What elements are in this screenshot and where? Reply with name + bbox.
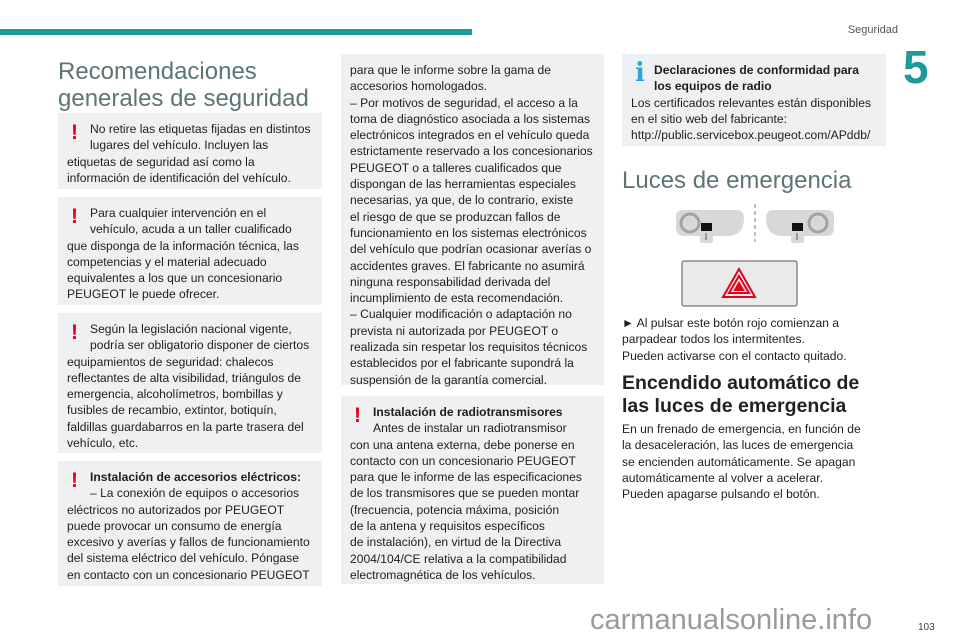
title-line: generales de seguridad [58,85,309,112]
text-line: necesarias, ya que, de lo contrario, existe [350,193,574,208]
watermark: carmanualsonline.info [590,604,873,636]
text-line: de instalación), en virtud de la Directiva [350,535,562,550]
text-line: Instalación de accesorios eléctricos: [90,470,302,484]
text-line: con una antena externa, debe ponerse en [350,437,575,452]
text-line: vehículo, etc. [67,436,139,451]
text-line: – Cualquier modificación o adaptación no [350,307,572,322]
warning-box [58,461,322,586]
section-title: Seguridad [847,24,898,36]
text-line: del vehículo que podrían ocasionar averías o [350,242,592,257]
text-line: competencias y el material adecuado [67,254,267,269]
text-line: lugares del vehículo. Incluyen las [90,138,269,153]
warning-box [58,313,322,453]
text-line: emergencia, alcoholímetros, bombillas y [67,387,283,402]
text-line: equivalentes a los que un concesionario [67,271,283,286]
heading-line: las luces de emergencia [622,395,847,417]
text-line: Pueden apagarse pulsando el botón. [622,487,820,502]
text-line: ► Al pulsar este botón rojo comienzan a [622,316,840,330]
text-line: equipamientos de seguridad: chalecos [67,354,274,369]
text-line: toma de diagnóstico asociada a los sistemas [350,111,590,126]
text-line: 2004/104/CE relativa a la compatibilidad [350,551,567,566]
text-line: faldillas guardabarros en la parte trasera del [67,419,304,434]
warning-icon: ! [71,321,78,344]
page-title [58,58,309,112]
info-icon: i [635,58,645,88]
text-line: el riesgo de que se produzcan fallos de [350,209,561,224]
text-line: parpadear todos los intermitentes. [622,332,805,347]
text-line: se encienden automáticamente. Se apagan [622,454,856,469]
text-line: Los certificados relevantes están disponibles [631,95,871,110]
text-line: de la antena y requisitos específicos [350,519,545,534]
warning-icon: ! [71,469,78,492]
section-heading: Luces de emergencia [622,167,852,194]
text-line: Para cualquier intervención en el [90,206,267,220]
text-line: establecidos por el fabricante supondrá la [350,356,574,371]
text-line: Instalación de radiotransmisores [373,405,563,419]
hazard-button-illustration [670,200,840,308]
text-line: contacto con un concesionario PEUGEOT [350,453,576,468]
text-line: en el sitio web del fabricante: [631,111,787,126]
text-line: estrictamente reservado a los concesionarios [350,144,593,159]
auto-hazard-text [622,421,861,502]
text-line: – La conexión de equipos o accesorios [90,486,300,501]
warning-box [341,396,604,584]
text-line: podría ser obligatorio disponer de ciertos [90,338,310,353]
text-line: la desaceleración, las luces de emergencia [622,438,854,453]
text-line: excesivo y averías y fallos de funcionamiento [67,535,310,550]
header-bar [0,29,472,35]
text-line: PEUGEOT le puede ofrecer. [67,287,220,302]
text-line: información de identificación del vehículo. [67,170,291,185]
text-line: de los transmisores que se pueden montar [350,486,580,501]
warning-box [58,113,322,189]
text-line: – Por motivos de seguridad, el acceso a la [350,95,578,110]
text-line: dispongan de las herramientas especiales [350,177,576,192]
text-line: En un frenado de emergencia, en función de [622,422,861,436]
text-line: accesorios homologados. [350,79,488,94]
text-line: vehículo, acuda a un taller cualificado [90,222,292,237]
text-line: automáticamente al volver a acelerar. [622,470,823,485]
text-line: realizada sin respetar los requisitos técnicos [350,340,588,355]
text-line: electromagnética de los vehículos. [350,567,536,582]
subsection-heading [622,372,859,418]
text-line: Pueden activarse con el contacto quitado. [622,348,847,363]
text-line: funcionamiento en los sistemas electrónicos [350,225,587,240]
heading-line: Encendido automático de [622,372,860,394]
dashboard-lhd-icon [676,210,744,243]
text-line: reflectantes de alta visibilidad, triángulos de [67,370,301,385]
text-line: del sistema eléctrico del vehículo. Póngase [67,551,299,566]
text-line: ninguna responsabilidad derivada del [350,274,551,289]
title-line: Recomendaciones [58,58,257,85]
info-box [622,54,886,146]
text-line: http://public.servicebox.peugeot.com/APddb/ [631,128,871,143]
text-line: prevista ni autorizada por PEUGEOT o [350,323,559,338]
text-line: los equipos de radio [654,79,772,94]
dashboard-rhd-icon [766,210,834,243]
text-line: incumplimiento de esta recomendación. [350,291,564,306]
text-line: Antes de instalar un radiotransmisor [373,421,567,436]
text-line: (frecuencia, potencia máxima, posición [350,502,560,517]
text-line: etiquetas de seguridad así como la [67,154,255,169]
hazard-instructions [622,315,847,364]
text-line: electrónicos integrados en el vehículo queda [350,128,590,143]
text-line: para que le informe de las especificaciones [350,470,582,485]
text-line: Declaraciones de conformidad para [654,63,859,77]
text-line: No retire las etiquetas fijadas en distintos [90,122,311,136]
warning-icon: ! [71,121,78,144]
warning-box [58,197,322,305]
text-line: accidentes graves. El fabricante no asumirá [350,258,585,273]
text-line: en contacto con un concesionario PEUGEOT [67,567,310,582]
warning-icon: ! [354,404,361,427]
text-line: puede provocar un consumo de energía [67,518,282,533]
warning-icon: ! [71,205,78,228]
text-line: suspensión de la garantía comercial. [350,372,547,387]
text-line: fusibles de recambio, extintor, botiquín, [67,403,277,418]
chapter-number: 5 [903,41,929,93]
text-line: PEUGEOT o a talleres cualificados que [350,160,562,175]
text-line: para que le informe sobre la gama de [350,63,552,77]
text-line: que disponga de la información técnica, las [67,238,299,253]
page-number: 103 [918,622,935,633]
warning-box-continued [341,54,604,385]
text-line: eléctricos no autorizados por PEUGEOT [67,502,285,517]
text-line: Según la legislación nacional vigente, [90,322,292,336]
